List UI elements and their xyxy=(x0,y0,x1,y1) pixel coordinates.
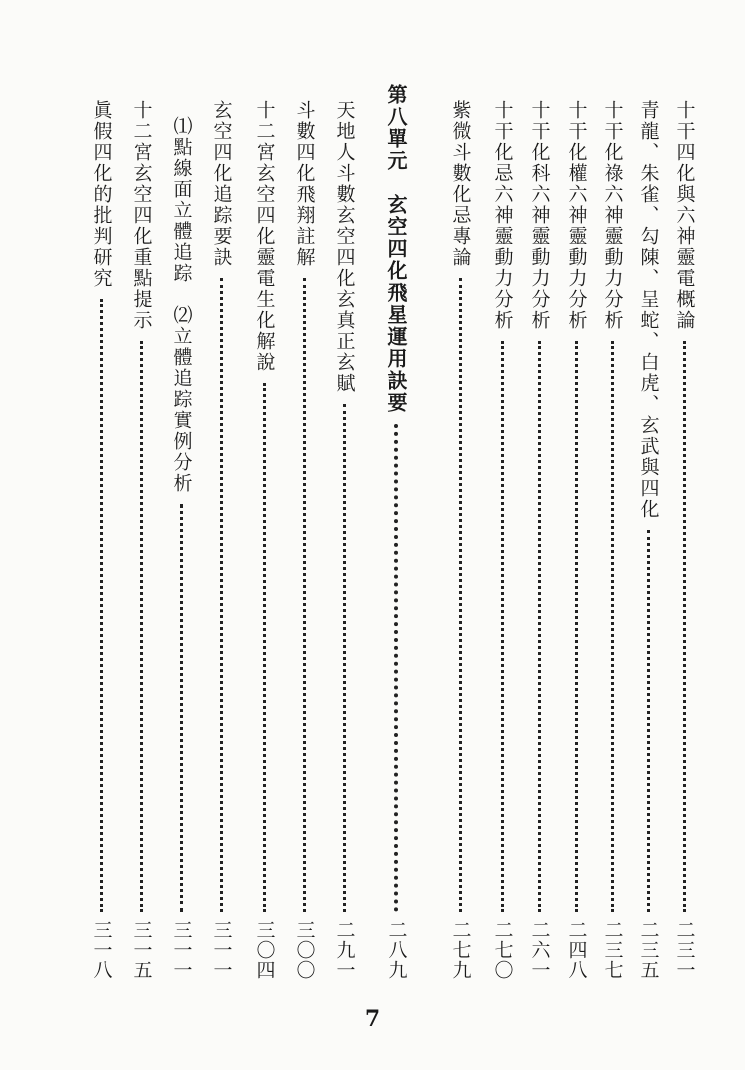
toc-page: 二四八 xyxy=(565,920,588,980)
toc-column-9 xyxy=(328,100,360,980)
toc-page: 二六一 xyxy=(528,920,551,980)
dot-leader xyxy=(459,278,462,912)
toc-title: 眞假四化的批判研究 xyxy=(90,100,113,289)
dot-leader xyxy=(263,383,266,912)
toc-column-10 xyxy=(288,100,320,980)
page-number: 7 xyxy=(364,1006,381,1032)
toc-column-2 xyxy=(632,100,664,980)
toc-title: 十干四化與六神靈電概論 xyxy=(673,100,696,331)
toc-title: 十干化科六神靈動力分析 xyxy=(528,100,551,331)
toc-title: 青龍、朱雀、勾陳、呈蛇、白虎、玄武與四化 xyxy=(637,100,660,520)
toc-column-4 xyxy=(560,100,592,980)
toc-column-7 xyxy=(444,100,476,980)
dot-leader xyxy=(220,278,223,912)
toc-title: 十二宮玄空四化重點提示 xyxy=(130,100,153,331)
toc-title: 玄空四化追踪要訣 xyxy=(210,100,233,268)
toc-column-3 xyxy=(596,100,628,980)
toc-page: 二九一 xyxy=(333,920,356,980)
dot-leader xyxy=(575,341,578,912)
toc-title: 十干化權六神靈動力分析 xyxy=(565,100,588,331)
toc-column-15 xyxy=(85,100,117,980)
dot-leader xyxy=(394,424,398,912)
toc-column-13 xyxy=(165,116,197,980)
toc-column-14 xyxy=(125,100,157,980)
toc-column-12 xyxy=(205,100,237,980)
dot-leader xyxy=(140,341,143,912)
dot-leader xyxy=(501,341,504,912)
toc-column-11 xyxy=(248,100,280,980)
toc-title: 紫微斗數化忌專論 xyxy=(449,100,472,268)
dot-leader xyxy=(538,341,541,912)
dot-leader xyxy=(100,299,103,912)
toc-page: 二七九 xyxy=(449,920,472,980)
toc-title: 天地人斗數玄空四化玄真正玄賦 xyxy=(333,100,356,394)
toc-page: 三〇四 xyxy=(253,920,276,980)
toc-unit-heading xyxy=(380,84,412,980)
toc-title: 十二宮玄空四化靈電生化解說 xyxy=(253,100,276,373)
toc-title: 斗數四化飛翔註解 xyxy=(293,100,316,268)
toc-column-6 xyxy=(486,100,518,980)
toc-page: 二八九 xyxy=(385,920,408,980)
toc-page: 二三一 xyxy=(673,920,696,980)
toc-page: 二七〇 xyxy=(491,920,514,980)
toc-page: 三一一 xyxy=(210,920,233,980)
dot-leader xyxy=(611,341,614,912)
dot-leader xyxy=(343,404,346,912)
dot-leader xyxy=(180,504,183,912)
toc-page: 三一一 xyxy=(170,920,193,980)
dot-leader xyxy=(683,341,686,912)
toc-title: ⑴點線面立體追踪 ⑵立體追踪實例分析 xyxy=(170,116,193,494)
toc-page: 二三七 xyxy=(601,920,624,980)
toc-title: 十干化祿六神靈動力分析 xyxy=(601,100,624,331)
toc-page: 二三五 xyxy=(637,920,660,980)
dot-leader xyxy=(647,530,650,912)
toc-column-1 xyxy=(668,100,700,980)
unit-title: 第八單元 玄空四化飛星運用訣要 xyxy=(384,84,408,414)
toc-page: 三一五 xyxy=(130,920,153,980)
toc-column-5 xyxy=(523,100,555,980)
toc-page: 三一八 xyxy=(90,920,113,980)
dot-leader xyxy=(303,278,306,912)
toc-title: 十干化忌六神靈動力分析 xyxy=(491,100,514,331)
toc-page: 三〇〇 xyxy=(293,920,316,980)
